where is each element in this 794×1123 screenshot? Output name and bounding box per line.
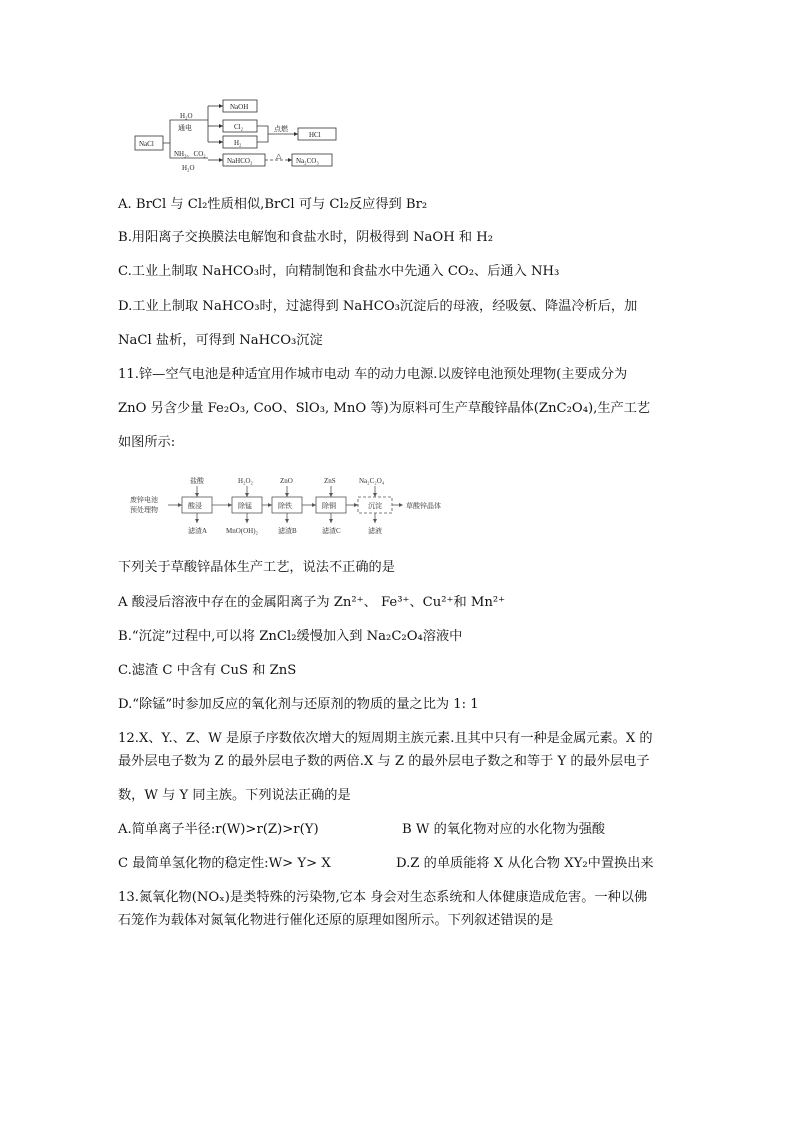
q11-option-d: D.“除锰”时参加反应的氧化剂与还原剂的物质的量之比为 1: 1 bbox=[118, 697, 479, 712]
q11-option-c: C.滤渣 C 中含有 CuS 和 ZnS bbox=[118, 663, 297, 678]
nahco3-label: NaHCO₃ bbox=[227, 157, 253, 165]
q11-question: 下列关于草酸锌晶体生产工艺，说法不正确的是 bbox=[118, 560, 395, 575]
naoh-label: NaOH bbox=[230, 103, 249, 111]
electrolysis-label: 通电 bbox=[178, 124, 192, 132]
q11-option-b: B.“沉淀”过程中,可以将 ZnCl₂缓慢加入到 Na₂C₂O₄溶液中 bbox=[118, 629, 463, 644]
q13-stem-line1: 13.氮氧化物(NOₓ)是类特殊的污染物,它本 身会对生态系统和人体健康造成危害。一种以佛 bbox=[118, 890, 648, 905]
input-zno: ZnO bbox=[280, 477, 293, 485]
nacl-label: NaCl bbox=[139, 140, 154, 148]
step-precipitate: 沉淀 bbox=[368, 502, 382, 510]
nacl-process-diagram bbox=[130, 96, 350, 176]
input-hcl: 盐酸 bbox=[190, 477, 204, 485]
step-remove-mn: 除锰 bbox=[238, 502, 252, 510]
q11-stem-line1: 11.锌—空气电池是种适宜用作城市电动 车的动力电源.以废锌电池预处理物(主要成分为 bbox=[118, 367, 628, 382]
h2-label: H₂ bbox=[234, 139, 242, 147]
q12-option-c: C 最简单氢化物的稳定性:W> Y> X bbox=[118, 856, 331, 871]
q11-stem-line2: ZnO 另含少量 Fe₂O₃, CoO、SlO₃, MnO 等)为原料可生产草酸锌晶体(ZnC₂O₄),生产工艺 bbox=[118, 401, 651, 416]
heat-label: △ bbox=[276, 152, 282, 160]
start-label-1: 废锌电池 bbox=[130, 496, 158, 504]
q10-option-d-line2: NaCl 盐析，可得到 NaHCO₃沉淀 bbox=[118, 333, 323, 348]
step-remove-cu: 除铜 bbox=[322, 502, 336, 510]
q10-option-a: A. BrCl 与 Cl₂性质相似,BrCl 可与 Cl₂反应得到 Br₂ bbox=[118, 197, 428, 212]
q12-stem-line1: 12.X、Y.、Z、W 是原子序数依次增大的短周期主族元素.且其中只有一种是金属元素。X 的 bbox=[118, 731, 653, 746]
output-residue-b: 滤渣B bbox=[278, 527, 297, 535]
zinc-oxalate-process-diagram bbox=[126, 472, 486, 542]
step-remove-fe: 除铁 bbox=[278, 502, 292, 510]
q10-option-b: B.用阳离子交换膜法电解饱和食盐水时，阴极得到 NaOH 和 H₂ bbox=[118, 230, 494, 245]
q11-stem-line3: 如图所示: bbox=[118, 435, 176, 450]
input-zns: ZnS bbox=[324, 477, 336, 485]
product-label: 草酸锌晶体 bbox=[406, 502, 441, 510]
input-h2o2: H₂O₂ bbox=[238, 477, 253, 485]
na2co3-label: Na₂CO₃ bbox=[296, 157, 319, 165]
cl2-label: Cl₂ bbox=[234, 123, 244, 131]
q12-stem-line2: 最外层电子数为 Z 的最外层电子数的两倍.X 与 Z 的最外层电子数之和等于 Y 的最外层电子 bbox=[118, 754, 650, 769]
output-residue-c: 滤渣C bbox=[322, 527, 341, 535]
q13-stem-line2: 石笼作为载体对氮氧化物进行催化还原的原理如图所示。下列叙述错误的是 bbox=[118, 913, 554, 928]
nh3-co2-label: NH₃、CO₂ bbox=[174, 150, 206, 158]
q12-option-a: A.简单离子半径:r(W)>r(Z)>r(Y) bbox=[118, 822, 319, 837]
output-filtrate: 滤液 bbox=[368, 527, 382, 535]
hcl-label: HCl bbox=[309, 131, 321, 139]
output-mnooh2: MnO(OH)₂ bbox=[226, 527, 258, 535]
q12-option-d: D.Z 的单质能将 X 从化合物 XY₂中置换出来 bbox=[396, 856, 654, 871]
start-label-2: 预处理物 bbox=[130, 506, 158, 514]
water-label-2: H₂O bbox=[182, 164, 195, 172]
q10-option-d-line1: D.工业上制取 NaHCO₃时，过滤得到 NaHCO₃沉淀后的母液，经吸氨、降温冷析后，加 bbox=[118, 299, 638, 314]
q12-stem-line3: 数，W 与 Y 同主族。下列说法正确的是 bbox=[118, 788, 351, 803]
output-residue-a: 滤渣A bbox=[188, 527, 208, 535]
q10-option-c: C.工业上制取 NaHCO₃时，向精制饱和食盐水中先通入 CO₂、后通入 NH₃ bbox=[118, 264, 560, 279]
input-na2c2o4: Na₂C₂O₄ bbox=[359, 477, 385, 485]
water-label: H₂O bbox=[180, 112, 193, 120]
q11-option-a: A 酸浸后溶液中存在的金属阳离子为 Zn²⁺、 Fe³⁺、Cu²⁺和 Mn²⁺ bbox=[118, 595, 506, 610]
ignite-label: 点燃 bbox=[274, 125, 288, 133]
q12-option-b: B W 的氧化物对应的水化物为强酸 bbox=[402, 822, 606, 837]
step-acid-leach: 酸浸 bbox=[188, 502, 202, 510]
